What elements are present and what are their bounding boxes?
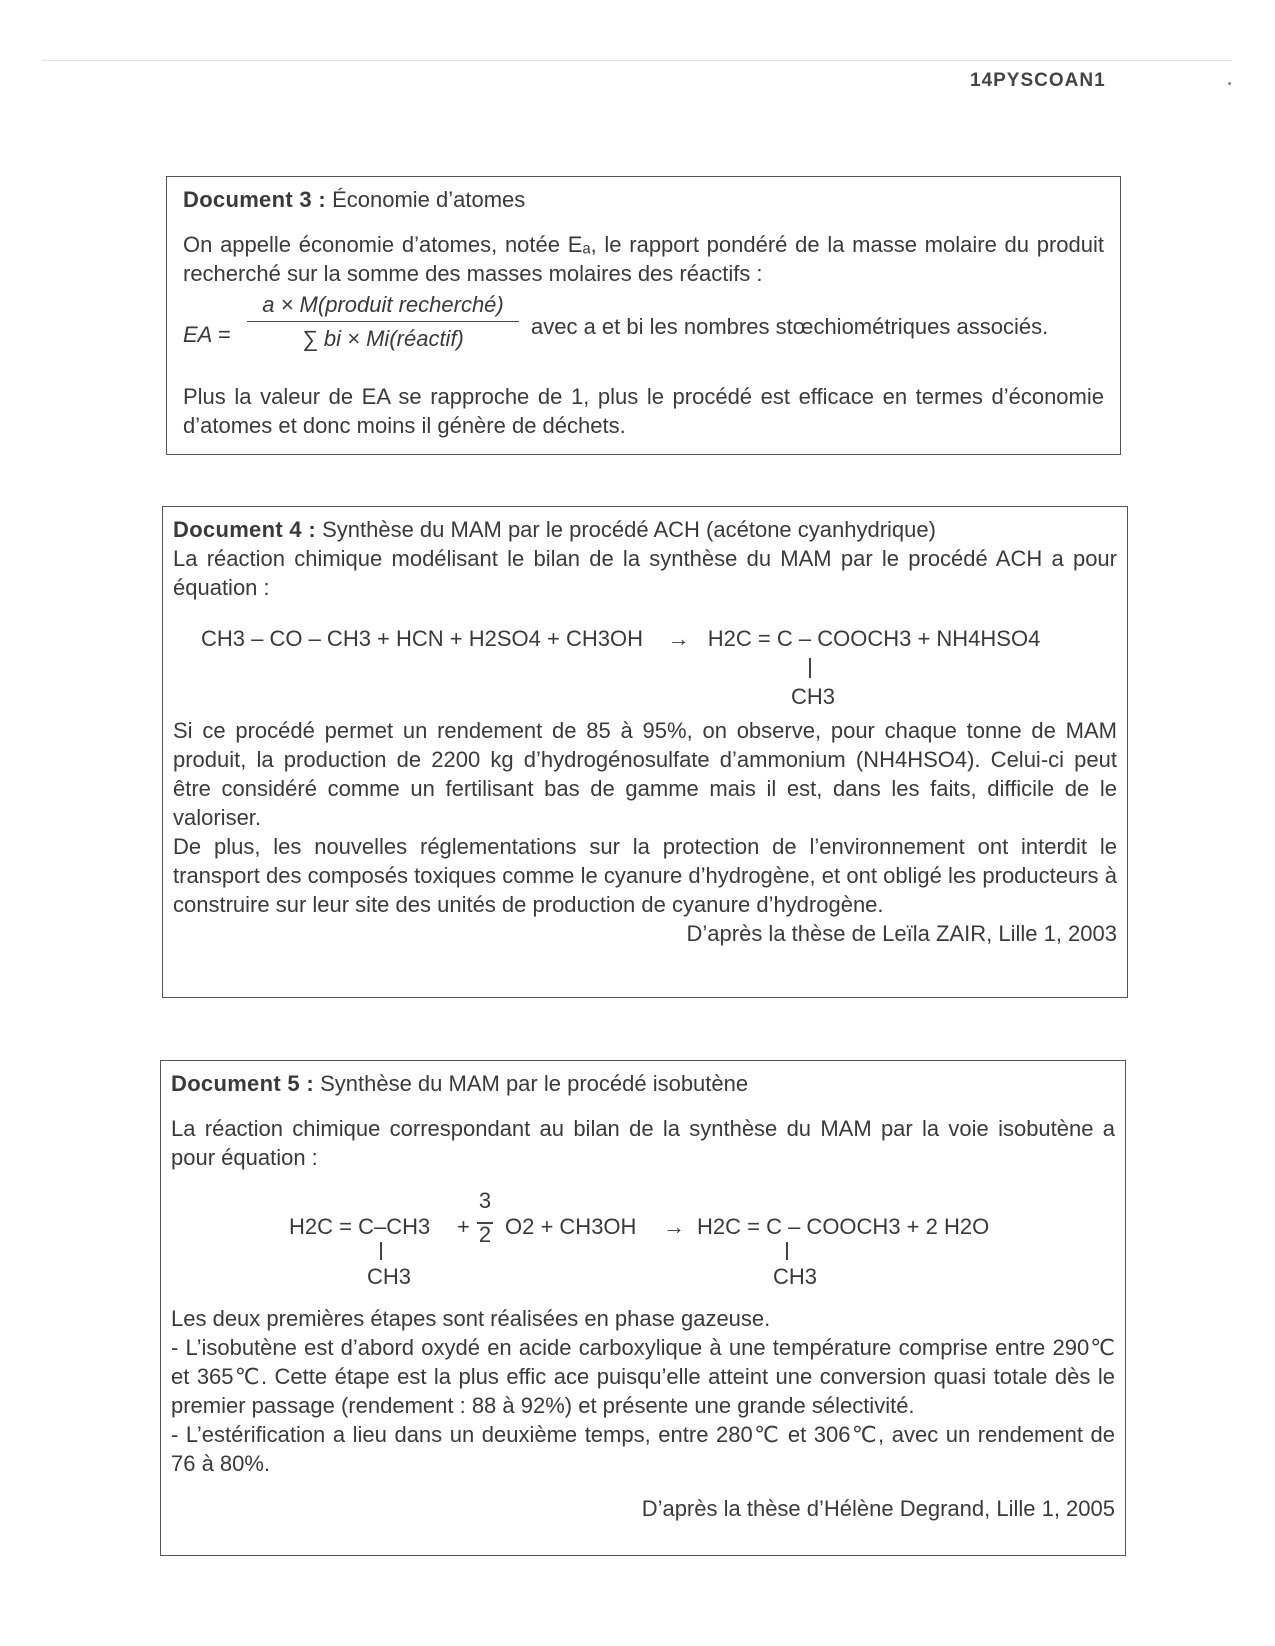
- document-5-paragraph-2: - L’isobutène est d’abord oxydé en acide carboxylique à une température comprise entre 290℃ et 365℃. Cette étape est la plus effic ace puisqu’elle atteint une conversion quasi totale dès le premier passage (rendement : 88 à 92%) et présente une grande sélectivité.: [171, 1335, 1115, 1418]
- document-5-paragraph-1: Les deux premières étapes sont réalisées en phase gazeuse.: [171, 1306, 771, 1331]
- document-5-box: [160, 1060, 1126, 1556]
- ach-equation: [173, 610, 1117, 716]
- document-3-label: Document 3 :: [183, 187, 326, 212]
- isobutene-products: H2C = C – COOCH3 + 2 H2O: [697, 1214, 990, 1239]
- document-3-intro: On appelle économie d’atomes, notée Eₐ, le rapport pondéré de la masse molaire du produit recherché sur la somme des masses molaires des réactifs :: [183, 232, 1104, 286]
- formula-numerator: a × M(produit recherché): [247, 290, 519, 322]
- page-top-rule: [42, 60, 1232, 61]
- isobutene-arrow: →: [663, 1214, 685, 1239]
- isobutene-left-methyl: CH3: [367, 1264, 412, 1289]
- formula-fraction: [247, 290, 519, 353]
- fraction-numerator: 3: [478, 1188, 492, 1213]
- ach-vertical-bond: [809, 658, 811, 678]
- ach-products: H2C = C – COOCH3 + NH4HSO4: [707, 626, 1041, 651]
- document-5-title: Synthèse du MAM par le procédé isobutène: [320, 1071, 749, 1096]
- isobutene-right-methyl: CH3: [773, 1264, 818, 1289]
- ach-equation-line: [201, 624, 1040, 653]
- isobutene-plus: +: [457, 1214, 470, 1239]
- fraction-denominator: 2: [478, 1222, 492, 1247]
- ach-reactants: CH3 – CO – CH3 + HCN + H2SO4 + CH3OH: [201, 626, 643, 651]
- formula-explanation: avec a et bi les nombres stœchiométriques associés.: [531, 314, 1049, 339]
- document-3-box: [166, 176, 1121, 455]
- document-4-intro: La réaction chimique modélisant le bilan de la synthèse du MAM par le procédé ACH a pour équation :: [173, 546, 1117, 600]
- isobutene-left-bond: [380, 1242, 382, 1260]
- isobutene-right-bond: [786, 1242, 788, 1260]
- document-4-title: Synthèse du MAM par le procédé ACH (acétone cyanhydrique): [322, 517, 936, 542]
- scan-speck: [1228, 82, 1231, 85]
- formula-denominator: ∑ bi × Mi(réactif): [302, 326, 464, 351]
- document-5-heading: [171, 1069, 1115, 1098]
- document-4-paragraph-2: De plus, les nouvelles réglementations sur la protection de l’environnement ont interdit le transport des composés toxiques comme le cyanure d’hydrogène, et ont obligé les producteurs à construire sur leur site des unités de production de cyanure d’hydrogène.: [173, 834, 1117, 917]
- document-3-conclusion: Plus la valeur de EA se rapproche de 1, plus le procédé est efficace en termes d’économie d’atomes et donc moins il génère de déchets.: [183, 384, 1104, 438]
- isobutene-reactant: H2C = C–CH3: [289, 1214, 431, 1239]
- document-4-source: D’après la thèse de Leïla ZAIR, Lille 1, 2003: [686, 921, 1117, 946]
- document-4-heading: [173, 515, 1117, 544]
- isobutene-equation: [171, 1178, 1115, 1304]
- isobutene-reactant-2: O2 + CH3OH: [505, 1214, 637, 1239]
- ach-methyl-substituent: CH3: [791, 684, 836, 709]
- document-3-heading: [183, 185, 1104, 214]
- document-4-box: [162, 506, 1128, 998]
- document-5-paragraph-3: - L’estérification a lieu dans un deuxième temps, entre 280℃ et 306℃, avec un rendement de 76 à 80%.: [171, 1422, 1115, 1476]
- document-4-paragraph-1: Si ce procédé permet un rendement de 85 à 95%, on observe, pour chaque tonne de MAM produit, la production de 2200 kg d’hydrogénosulfate d’ammonium (NH4HSO4). Celui-ci peut être considéré comme un fertilisant bas de gamme mais il est, dans les faits, difficile de le valoriser.: [173, 718, 1117, 830]
- formula-lhs: EA =: [183, 322, 231, 347]
- document-5-label: Document 5 :: [171, 1071, 314, 1096]
- document-5-source: D’après la thèse d’Hélène Degrand, Lille 1, 2005: [641, 1496, 1115, 1521]
- document-5-intro: La réaction chimique correspondant au bilan de la synthèse du MAM par la voie isobutène a pour équation :: [171, 1116, 1115, 1170]
- ach-arrow: →: [667, 626, 690, 651]
- document-3-title: Économie d’atomes: [332, 187, 526, 212]
- document-4-label: Document 4 :: [173, 517, 316, 542]
- exam-code: 14PYSCOAN1: [970, 70, 1106, 91]
- atom-economy-formula: [183, 290, 1104, 382]
